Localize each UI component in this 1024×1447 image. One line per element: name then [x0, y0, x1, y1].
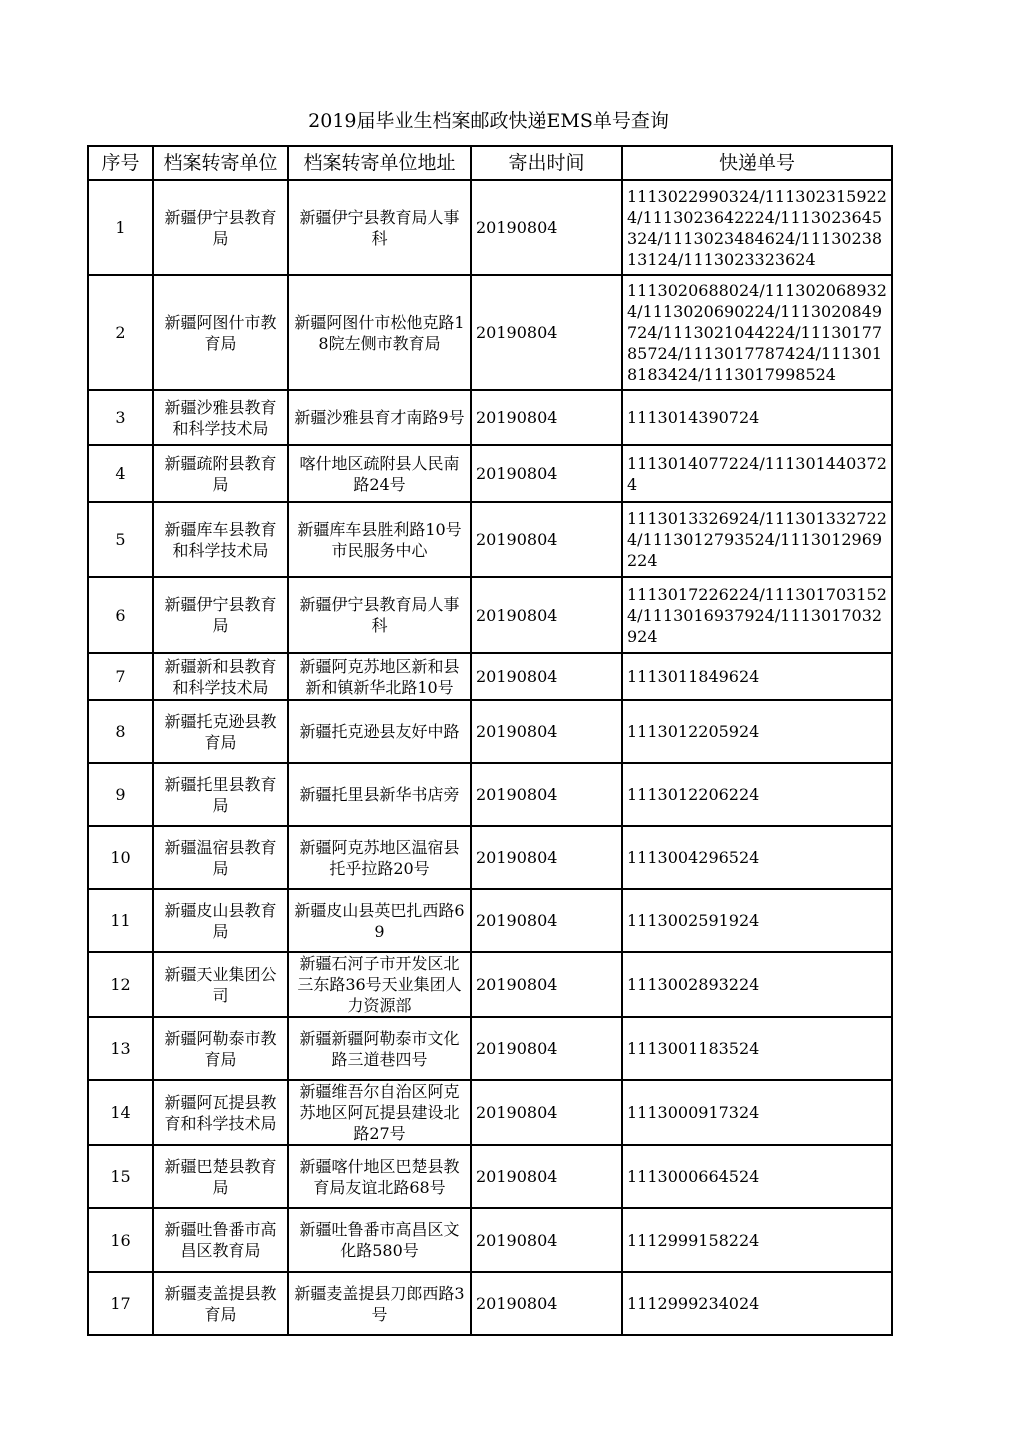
cell-address: 新疆托克逊县友好中路: [288, 700, 471, 763]
cell-date: 20190804: [471, 653, 622, 700]
table-row: [88, 445, 892, 502]
table-row: [88, 502, 892, 577]
cell-address: 新疆伊宁县教育局人事科: [288, 180, 471, 275]
cell-date: 20190804: [471, 445, 622, 502]
cell-address: 新疆皮山县英巴扎西路69: [288, 889, 471, 952]
table-row: [88, 700, 892, 763]
cell-unit: 新疆伊宁县教育局: [153, 180, 288, 275]
cell-tracking: 1113022990324/1113023159224/1113023642224/1113023645324/1113023484624/1113023813124/1113023323624: [622, 180, 892, 275]
cell-date: 20190804: [471, 763, 622, 826]
table-body: [88, 180, 892, 1335]
cell-date: 20190804: [471, 700, 622, 763]
cell-unit: 新疆温宿县教育局: [153, 826, 288, 889]
cell-date: 20190804: [471, 275, 622, 390]
cell-unit: 新疆沙雅县教育和科学技术局: [153, 390, 288, 445]
cell-unit: 新疆巴楚县教育局: [153, 1145, 288, 1208]
cell-no: 10: [88, 826, 153, 889]
cell-no: 7: [88, 653, 153, 700]
cell-tracking: 1112999234024: [622, 1272, 892, 1335]
document-title: 2019届毕业生档案邮政快递EMS单号查询: [308, 110, 669, 132]
cell-tracking: 1113001183524: [622, 1017, 892, 1080]
cell-date: 20190804: [471, 390, 622, 445]
table-row: [88, 763, 892, 826]
cell-no: 1: [88, 180, 153, 275]
cell-address: 喀什地区疏附县人民南路24号: [288, 445, 471, 502]
cell-address: 新疆托里县新华书店旁: [288, 763, 471, 826]
cell-unit: 新疆阿瓦提县教育和科学技术局: [153, 1080, 288, 1145]
cell-address: 新疆沙雅县育才南路9号: [288, 390, 471, 445]
cell-unit: 新疆麦盖提县教育局: [153, 1272, 288, 1335]
cell-date: 20190804: [471, 1272, 622, 1335]
cell-date: 20190804: [471, 826, 622, 889]
cell-unit: 新疆天业集团公司: [153, 952, 288, 1017]
cell-date: 20190804: [471, 952, 622, 1017]
cell-tracking: 1113002893224: [622, 952, 892, 1017]
cell-date: 20190804: [471, 1017, 622, 1080]
cell-no: 13: [88, 1017, 153, 1080]
cell-date: 20190804: [471, 1080, 622, 1145]
cell-tracking: 1112999158224: [622, 1208, 892, 1272]
table-row: [88, 889, 892, 952]
cell-address: 新疆伊宁县教育局人事科: [288, 577, 471, 653]
header-date: 寄出时间: [471, 146, 622, 180]
cell-no: 16: [88, 1208, 153, 1272]
cell-unit: 新疆吐鲁番市高昌区教育局: [153, 1208, 288, 1272]
cell-unit: 新疆伊宁县教育局: [153, 577, 288, 653]
cell-unit: 新疆阿图什市教育局: [153, 275, 288, 390]
cell-no: 6: [88, 577, 153, 653]
cell-date: 20190804: [471, 577, 622, 653]
table-row: [88, 952, 892, 1017]
cell-unit: 新疆疏附县教育局: [153, 445, 288, 502]
cell-no: 8: [88, 700, 153, 763]
cell-date: 20190804: [471, 180, 622, 275]
cell-no: 11: [88, 889, 153, 952]
cell-address: 新疆喀什地区巴楚县教育局友谊北路68号: [288, 1145, 471, 1208]
table-row: [88, 1080, 892, 1145]
table-row: [88, 390, 892, 445]
table-row: [88, 826, 892, 889]
cell-tracking: 1113017226224/1113017031524/1113016937924/1113017032924: [622, 577, 892, 653]
cell-tracking: 1113000664524: [622, 1145, 892, 1208]
cell-unit: 新疆皮山县教育局: [153, 889, 288, 952]
cell-tracking: 1113012205924: [622, 700, 892, 763]
cell-date: 20190804: [471, 502, 622, 577]
cell-unit: 新疆库车县教育和科学技术局: [153, 502, 288, 577]
cell-tracking: 1113004296524: [622, 826, 892, 889]
cell-no: 17: [88, 1272, 153, 1335]
cell-tracking: 1113012206224: [622, 763, 892, 826]
cell-address: 新疆吐鲁番市高昌区文化路580号: [288, 1208, 471, 1272]
table-row: [88, 1272, 892, 1335]
cell-date: 20190804: [471, 1145, 622, 1208]
cell-no: 4: [88, 445, 153, 502]
cell-address: 新疆维吾尔自治区阿克苏地区阿瓦提县建设北路27号: [288, 1080, 471, 1145]
cell-date: 20190804: [471, 889, 622, 952]
cell-no: 3: [88, 390, 153, 445]
cell-no: 15: [88, 1145, 153, 1208]
table-row: [88, 577, 892, 653]
cell-no: 14: [88, 1080, 153, 1145]
table-row: [88, 1017, 892, 1080]
table-row: [88, 1145, 892, 1208]
header-no: 序号: [88, 146, 153, 180]
cell-tracking: 1113011849624: [622, 653, 892, 700]
table-row: [88, 1208, 892, 1272]
cell-tracking: 1113014077224/1113014403724: [622, 445, 892, 502]
cell-address: 新疆阿图什市松他克路18院左侧市教育局: [288, 275, 471, 390]
header-address: 档案转寄单位地址: [288, 146, 471, 180]
cell-tracking: 1113002591924: [622, 889, 892, 952]
table-header-row: [88, 146, 892, 180]
cell-no: 5: [88, 502, 153, 577]
cell-address: 新疆阿克苏地区温宿县托乎拉路20号: [288, 826, 471, 889]
cell-unit: 新疆新和县教育和科学技术局: [153, 653, 288, 700]
cell-address: 新疆新疆阿勒泰市文化路三道巷四号: [288, 1017, 471, 1080]
cell-no: 2: [88, 275, 153, 390]
cell-date: 20190804: [471, 1208, 622, 1272]
table-row: [88, 180, 892, 275]
header-unit: 档案转寄单位: [153, 146, 288, 180]
header-tracking: 快递单号: [622, 146, 892, 180]
cell-tracking: 1113020688024/1113020689324/1113020690224/1113020849724/1113021044224/1113017785724/1113017787424/1113018183424/1113017998524: [622, 275, 892, 390]
table-row: [88, 653, 892, 700]
cell-unit: 新疆托克逊县教育局: [153, 700, 288, 763]
cell-no: 9: [88, 763, 153, 826]
cell-unit: 新疆托里县教育局: [153, 763, 288, 826]
ems-tracking-table: [87, 145, 893, 1336]
cell-tracking: 1113013326924/1113013327224/1113012793524/1113012969224: [622, 502, 892, 577]
cell-tracking: 1113000917324: [622, 1080, 892, 1145]
cell-address: 新疆石河子市开发区北三东路36号天业集团人力资源部: [288, 952, 471, 1017]
cell-address: 新疆阿克苏地区新和县新和镇新华北路10号: [288, 653, 471, 700]
cell-address: 新疆库车县胜利路10号市民服务中心: [288, 502, 471, 577]
cell-no: 12: [88, 952, 153, 1017]
cell-tracking: 1113014390724: [622, 390, 892, 445]
cell-address: 新疆麦盖提县刀郎西路3号: [288, 1272, 471, 1335]
table-row: [88, 275, 892, 390]
cell-unit: 新疆阿勒泰市教育局: [153, 1017, 288, 1080]
